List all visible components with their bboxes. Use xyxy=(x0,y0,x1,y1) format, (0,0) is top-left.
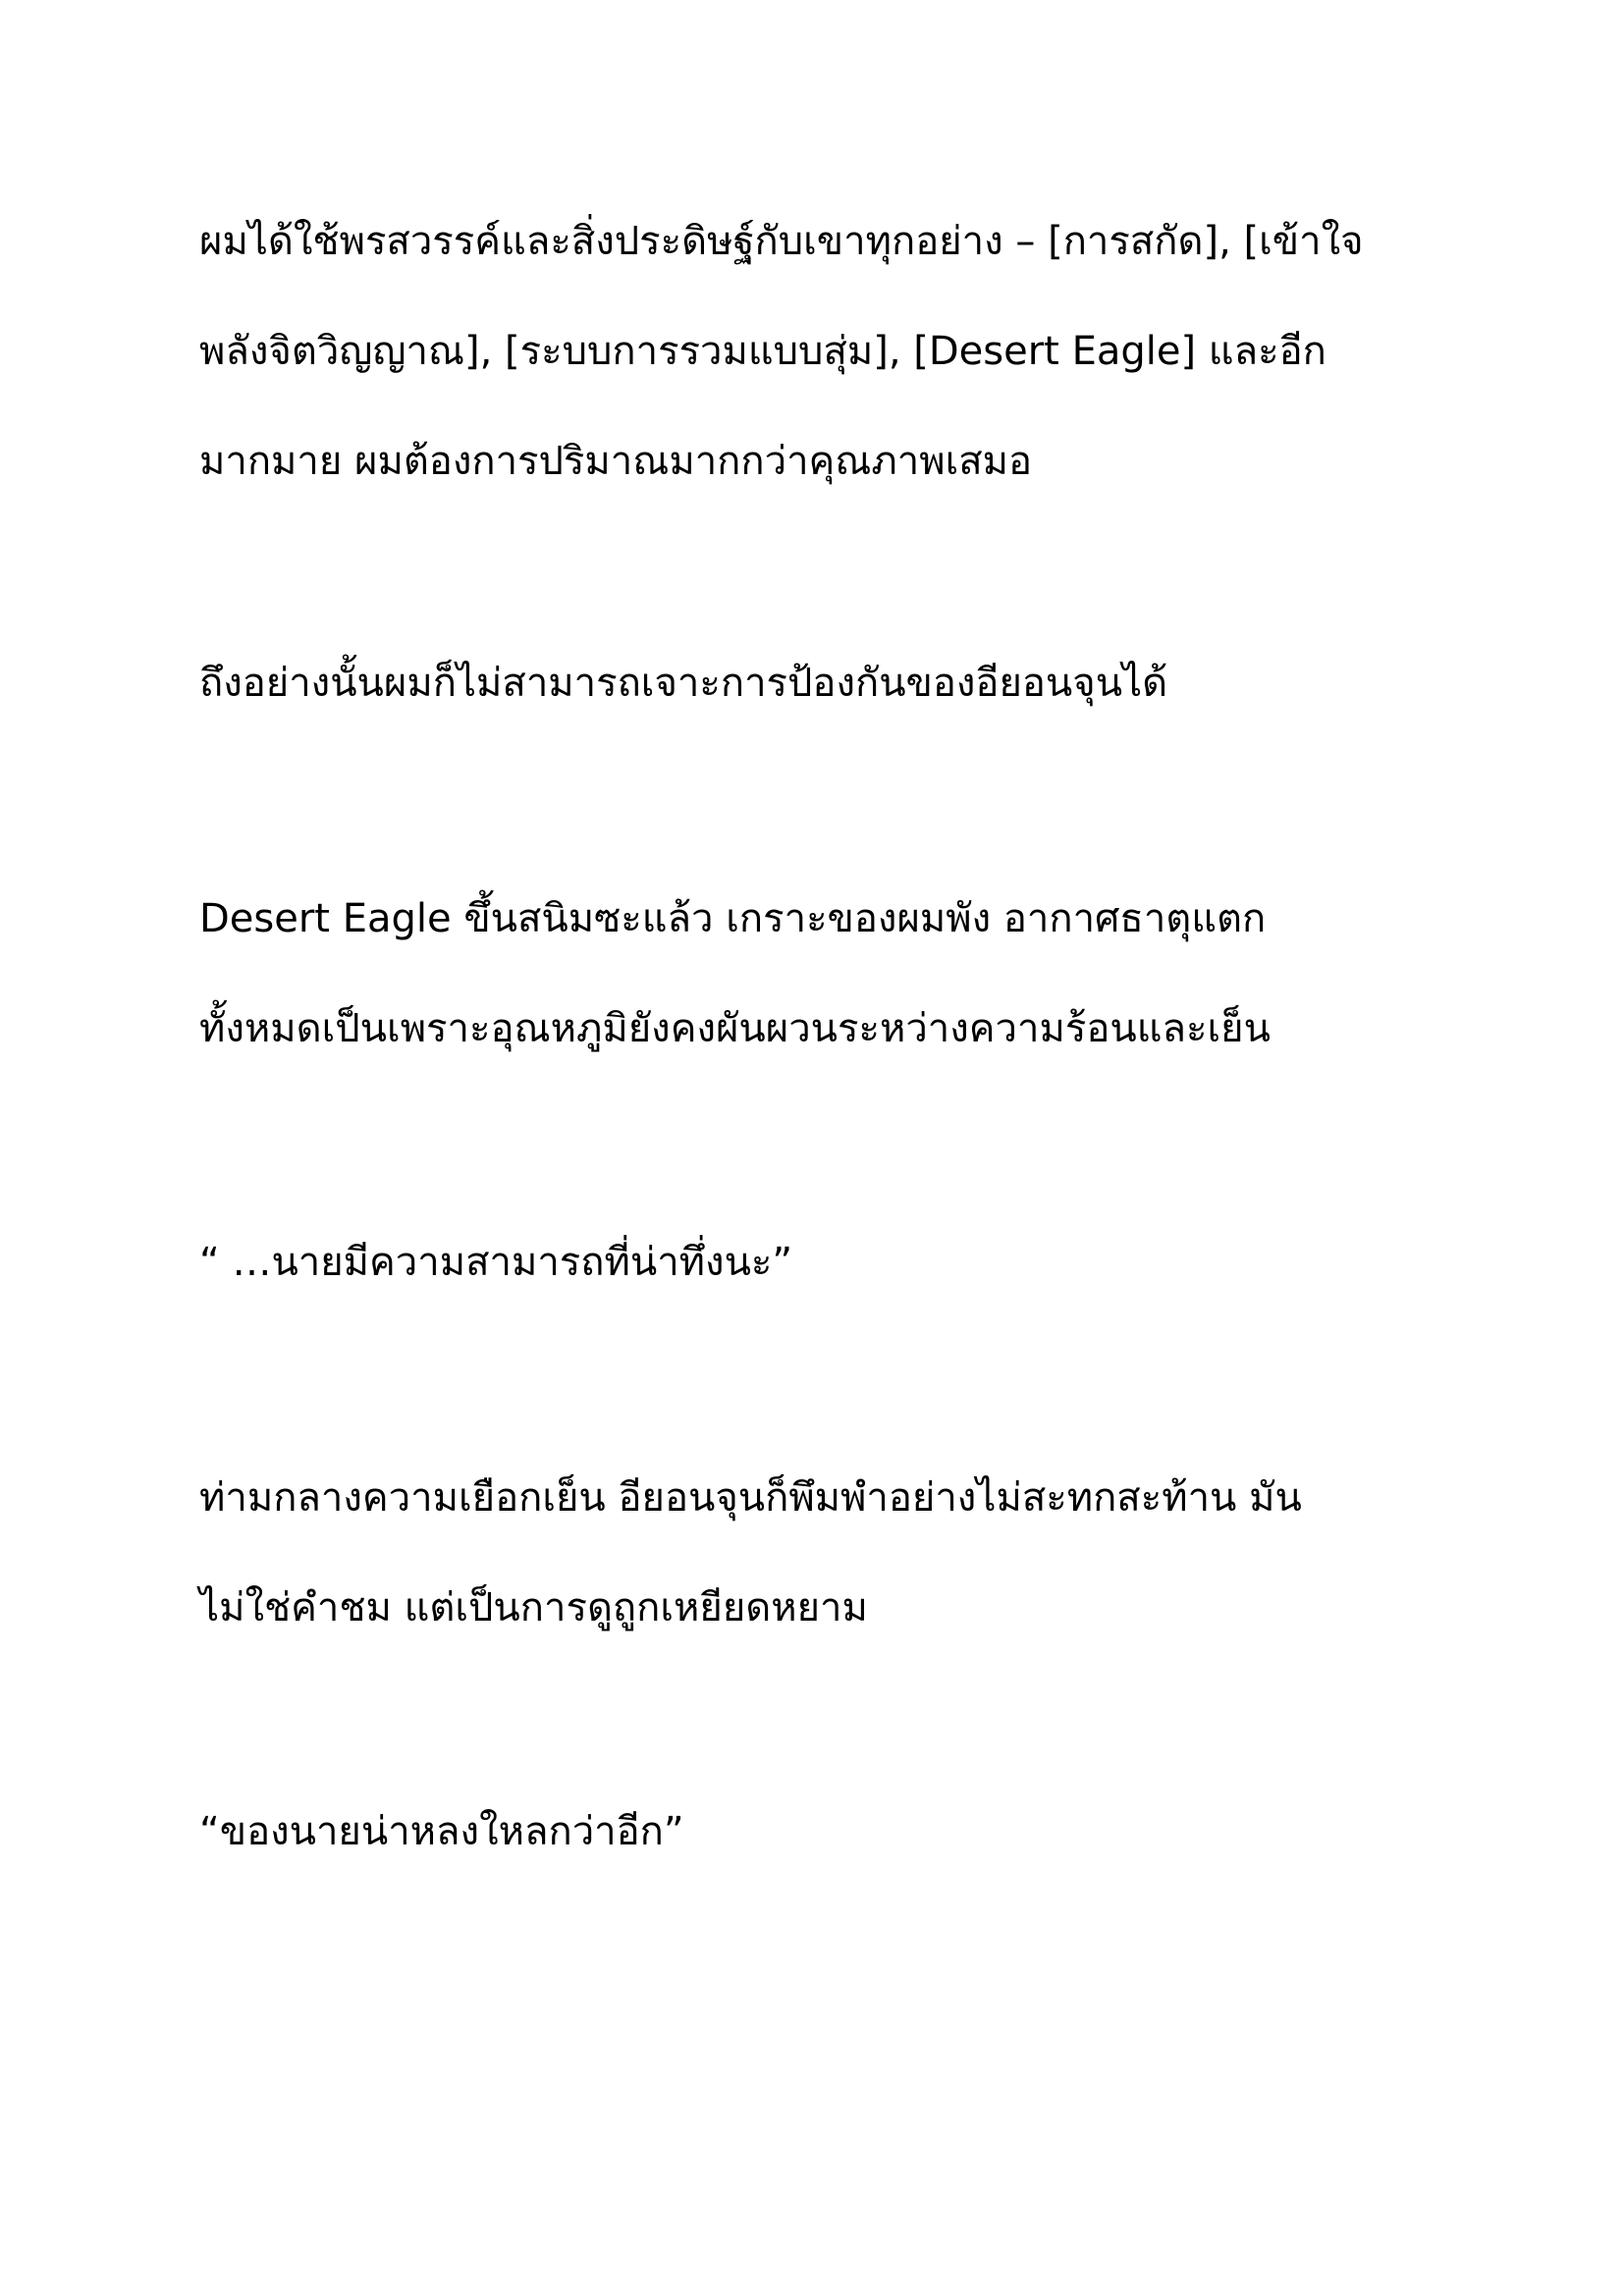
text-line: “ของนายน่าหลงใหลกว่าอีก” xyxy=(199,1809,684,1854)
text-line: ถึงอย่างนั้นผมก็ไม่สามารถเจาะการป้องกันของอียอนจุนได้ xyxy=(199,661,1168,706)
dialogue-2 xyxy=(199,1777,1476,1887)
paragraph-2 xyxy=(199,628,1476,738)
text-line: ท่ามกลางความเยือกเย็น อียอนจุนก็พึมพำอย่างไม่สะทกสะท้าน มัน xyxy=(199,1475,1302,1521)
text-line: พลังจิตวิญญาณ], [ระบบการรวมแบบสุ่ม], [Desert Eagle] และอีก xyxy=(199,329,1326,374)
text-line: มากมาย ผมต้องการปริมาณมากกว่าคุณภาพเสมอ xyxy=(199,439,1033,484)
text-line: “ …นายมีความสามารถที่น่าทึ่งนะ” xyxy=(199,1240,793,1285)
text-line: ผมได้ใช้พรสวรรค์และสิ่งประดิษฐ์กับเขาทุกอย่าง – [การสกัด], [เข้าใจ xyxy=(199,219,1364,264)
paragraph-5 xyxy=(199,1443,1476,1663)
paragraph-3 xyxy=(199,864,1476,1084)
text-line: ทั้งหมดเป็นเพราะอุณหภูมิยังคงผันผวนระหว่างความร้อนและเย็น xyxy=(199,1006,1271,1051)
text-line: ไม่ใช่คำชม แต่เป็นการดูถูกเหยียดหยาม xyxy=(199,1585,868,1630)
dialogue-1 xyxy=(199,1207,1476,1317)
text-line: Desert Eagle ขึ้นสนิมซะแล้ว เกราะของผมพัง อากาศธาตุแตก xyxy=(199,896,1267,941)
paragraph-1 xyxy=(199,187,1476,516)
